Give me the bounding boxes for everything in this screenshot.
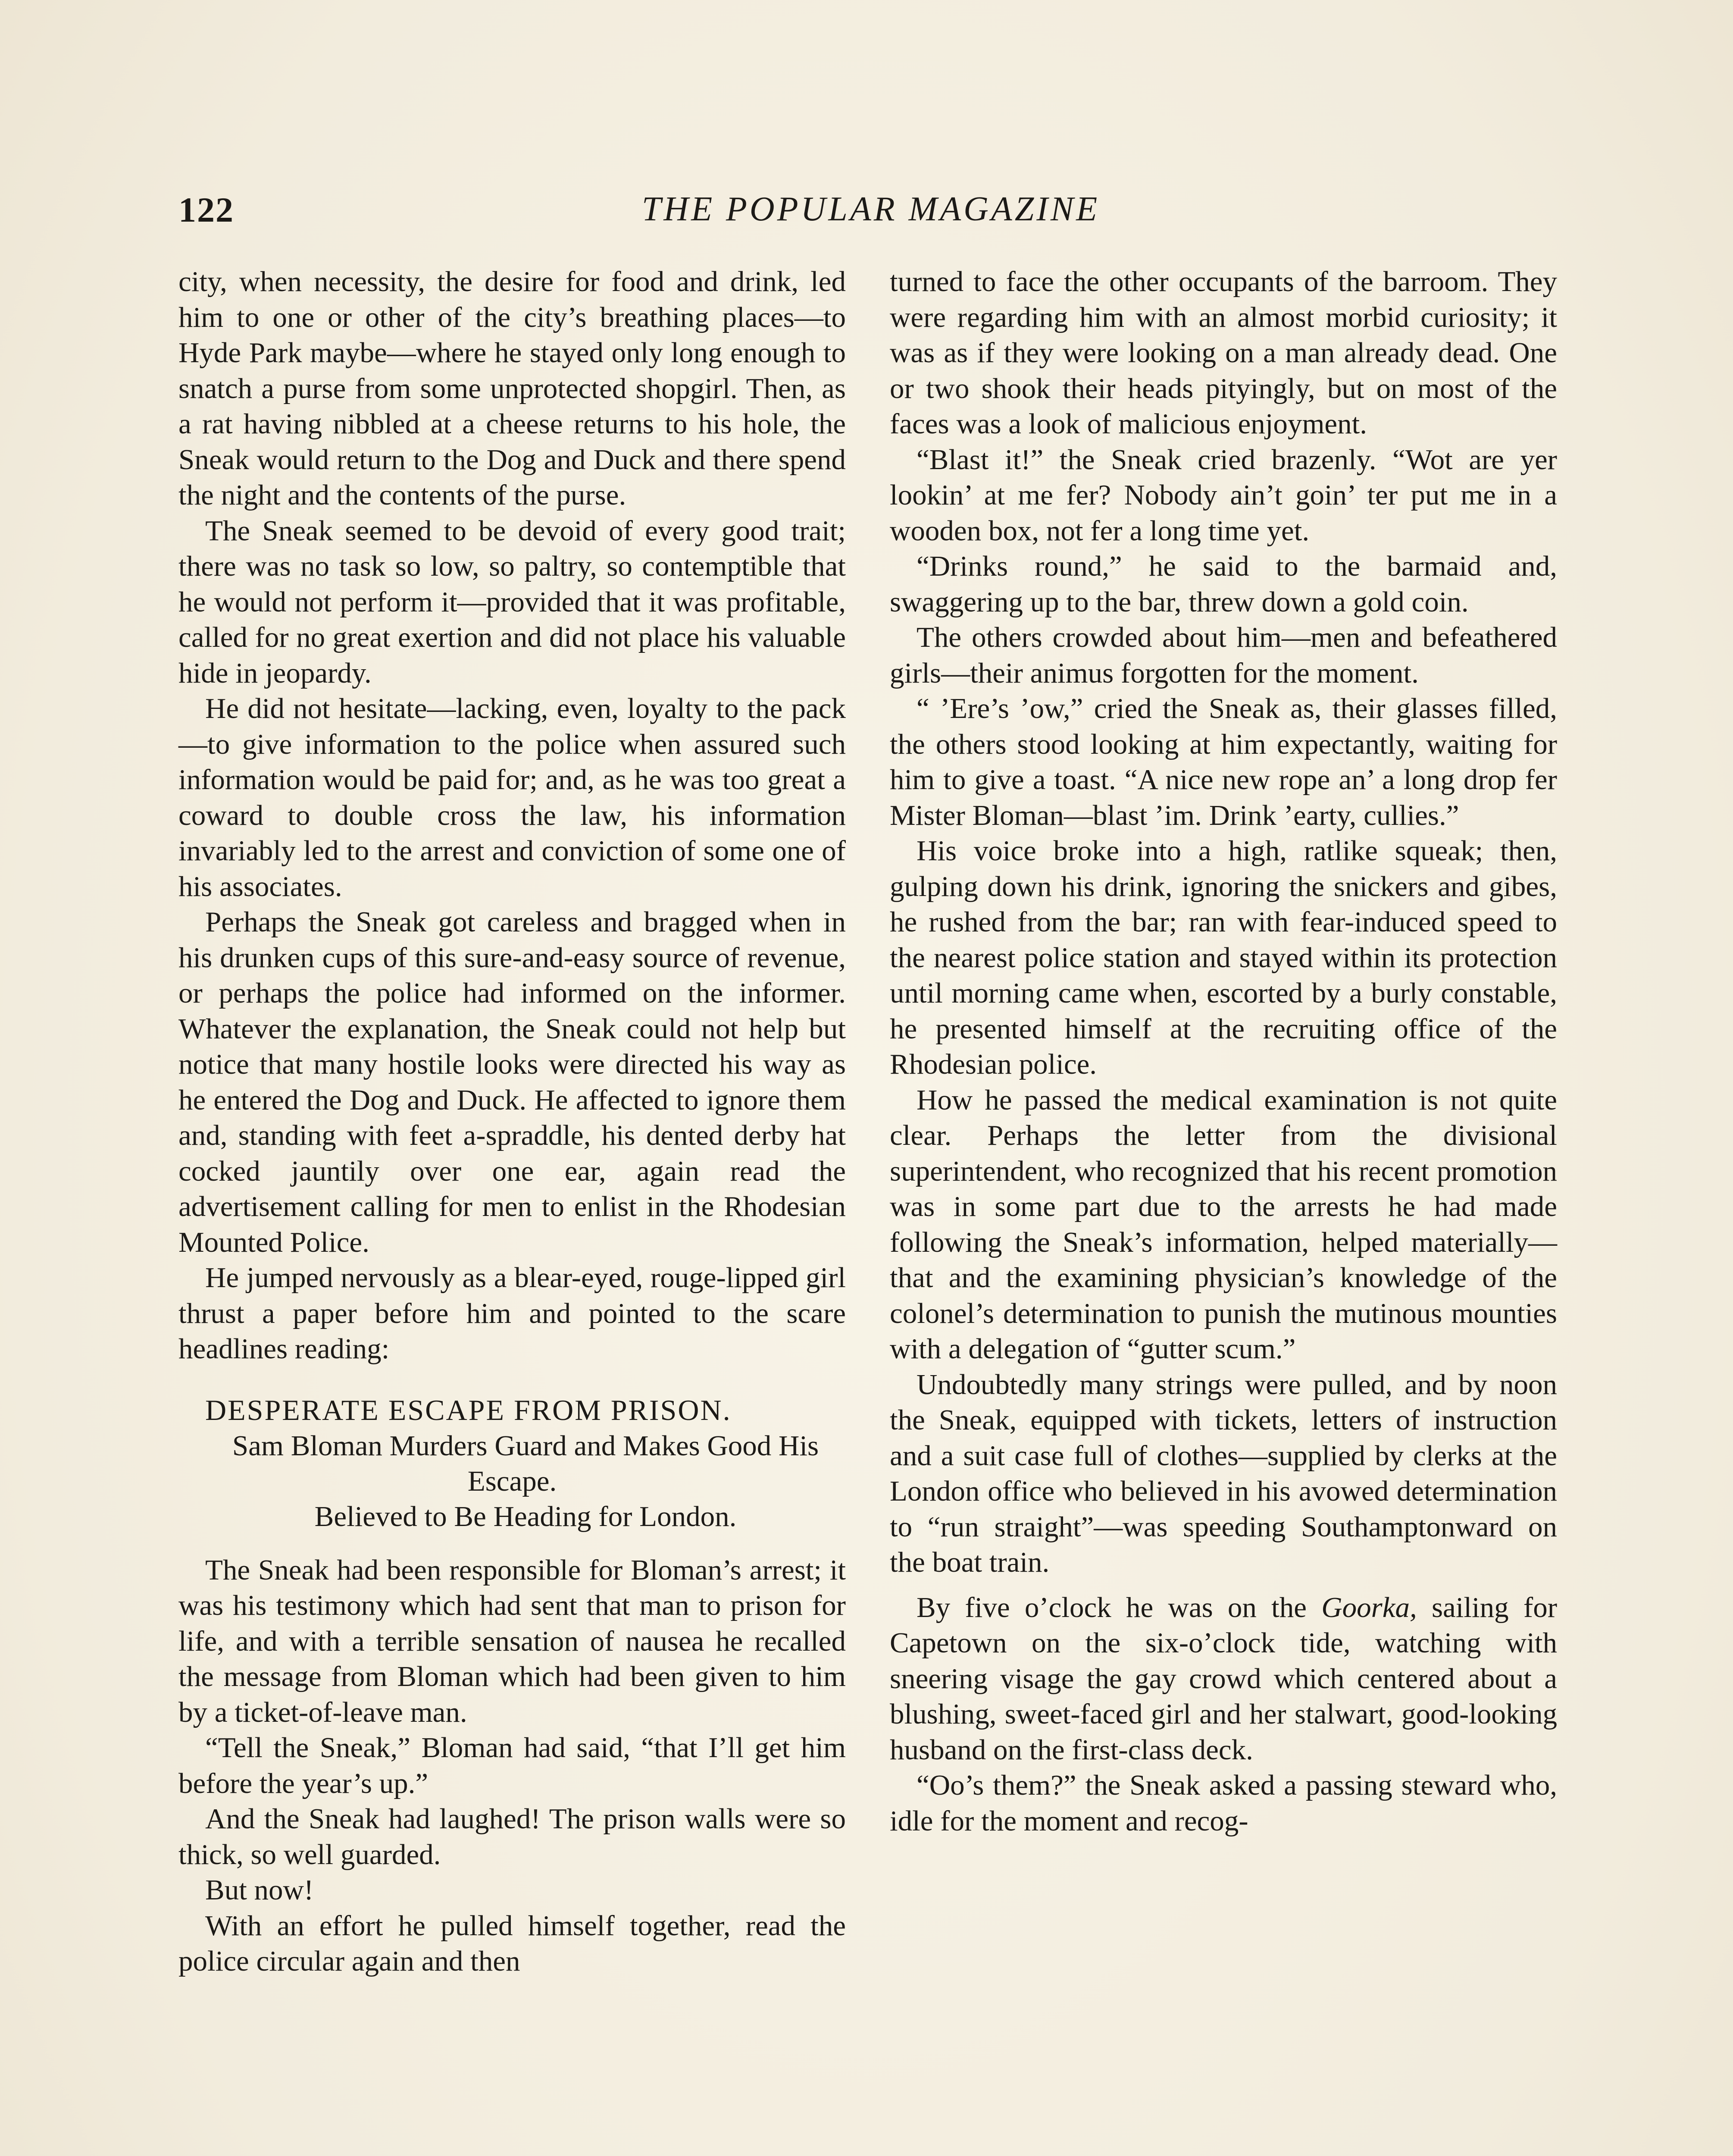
paragraph: “Oo’s them?” the Sneak asked a passing steward who, idle for the moment and recog-	[890, 1769, 1557, 1837]
paragraph-text: By five o’clock he was on the	[917, 1591, 1322, 1623]
page-number: 122	[178, 190, 234, 229]
paragraph: And the Sneak had laughed! The prison walls were so thick, so well guarded.	[178, 1803, 846, 1871]
headline-main: DESPERATE ESCAPE FROM PRISON.	[205, 1393, 732, 1426]
page-header	[178, 190, 1563, 237]
paragraph: city, when necessity, the desire for food and drink, led him to one or other of the city’s breathing places—to Hyde Park maybe—where he stayed only long enough to snatch a purse from some unprotected shopgirl. Then, as a rat having nibbled at a cheese returns to his hole, the Sneak would return to the Dog and Duck and there spend the night and the contents of the purse.	[178, 266, 846, 511]
headline-subhead-2: Believed to Be Heading for London.	[314, 1500, 737, 1532]
paragraph: The Sneak seemed to be devoid of every good trait; there was no task so low, so paltry, so contemptible that he would not perform it—provided that it was profitable, called for no great exertion and did not place his valuable hide in jeopardy.	[178, 514, 846, 689]
paragraph: “Tell the Sneak,” Bloman had said, “that I’ll get him before the year’s up.”	[178, 1732, 846, 1799]
right-column	[890, 264, 1557, 1839]
ship-name: Goorka,	[1321, 1591, 1417, 1623]
paragraph: He jumped nervously as a blear-eyed, rouge-lipped girl thrust a paper before him and pointed to the scare headlines reading:	[178, 1262, 846, 1365]
paragraph: turned to face the other occupants of the barroom. They were regarding him with an almost morbid curiosity; it was as if they were looking on a man already dead. One or two shook their heads pityingly, but on most of the faces was a look of malicious enjoyment.	[890, 266, 1557, 440]
paragraph	[890, 1590, 1557, 1768]
paragraph: “Drinks round,” he said to the barmaid and, swaggering up to the bar, threw down a gold coin.	[890, 550, 1557, 618]
left-column	[178, 264, 846, 1979]
headline-subhead: Sam Bloman Murders Guard and Makes Good His Escape.	[232, 1429, 819, 1497]
paragraph: “ ’Ere’s ’ow,” cried the Sneak as, their glasses filled, the others stood looking at him expectantly, waiting for him to give a toast. “A nice new rope an’ a long drop fer Mister Bloman—blast ’im. Drink ’earty, cullies.”	[890, 693, 1557, 831]
paragraph: He did not hesitate—lacking, even, loyalty to the pack—to give information to the police when assured such information would be paid for; and, as he was too great a coward to double cross the law, his information invariably led to the arrest and conviction of some one of his associates.	[178, 693, 846, 903]
paragraph: The Sneak had been responsible for Bloman’s arrest; it was his testimony which had sent that man to prison for life, and with a terrible sensation of nausea he recalled the message from Bloman which had been given to him by a ticket-of-leave man.	[178, 1554, 846, 1728]
paragraph: With an effort he pulled himself together, read the police circular again and then	[178, 1909, 846, 1977]
paragraph: But now!	[205, 1874, 314, 1906]
paragraph-text: sailing for Capetown on the six-o’clock tide, watching with sneering visage the gay crowd which centered about a blushing, sweet-faced girl and her stalwart, good-looking husband on the first-class deck.	[890, 1591, 1558, 1766]
newspaper-headline	[178, 1392, 846, 1534]
paragraph: How he passed the medical examination is not quite clear. Perhaps the letter from the divisional superintendent, who recognized that his recent promotion was in some part due to the arrests he had made following the Sneak’s information, helped materially—that and the examining physician’s knowledge of the colonel’s determination to punish the mutinous mounties with a delegation of “gutter scum.”	[890, 1084, 1557, 1365]
paragraph: Undoubtedly many strings were pulled, and by noon the Sneak, equipped with tickets, letters of instruction and a suit case full of clothes—supplied by clerks at the London office who believed in his avowed determination to “run straight”—was speeding Southamptonward on the boat train.	[890, 1368, 1557, 1578]
paragraph: “Blast it!” the Sneak cried brazenly. “Wot are yer lookin’ at me fer? Nobody ain’t goin’ ter put me in a wooden box, not fer a long time yet.	[890, 443, 1557, 547]
paragraph: The others crowded about him—men and befeathered girls—their animus forgotten for the moment.	[890, 621, 1557, 689]
running-title: THE POPULAR MAGAZINE	[641, 190, 1100, 228]
paragraph: His voice broke into a high, ratlike squeak; then, gulping down his drink, ignoring the snickers and gibes, he rushed from the bar; ran with fear-induced speed to the nearest police station and stayed within its protection until morning came when, escorted by a burly constable, he presented himself at the recruiting office of the Rhodesian police.	[890, 835, 1557, 1080]
paragraph: Perhaps the Sneak got careless and bragged when in his drunken cups of this sure-and-easy source of revenue, or perhaps the police had informed on the informer. Whatever the explanation, the Sneak could not help but notice that many hostile looks were directed his way as he entered the Dog and Duck. He affected to ignore them and, standing with feet a-spraddle, his dented derby hat cocked jauntily over one ear, again read the advertisement calling for men to enlist in the Rhodesian Mounted Police.	[178, 906, 846, 1258]
